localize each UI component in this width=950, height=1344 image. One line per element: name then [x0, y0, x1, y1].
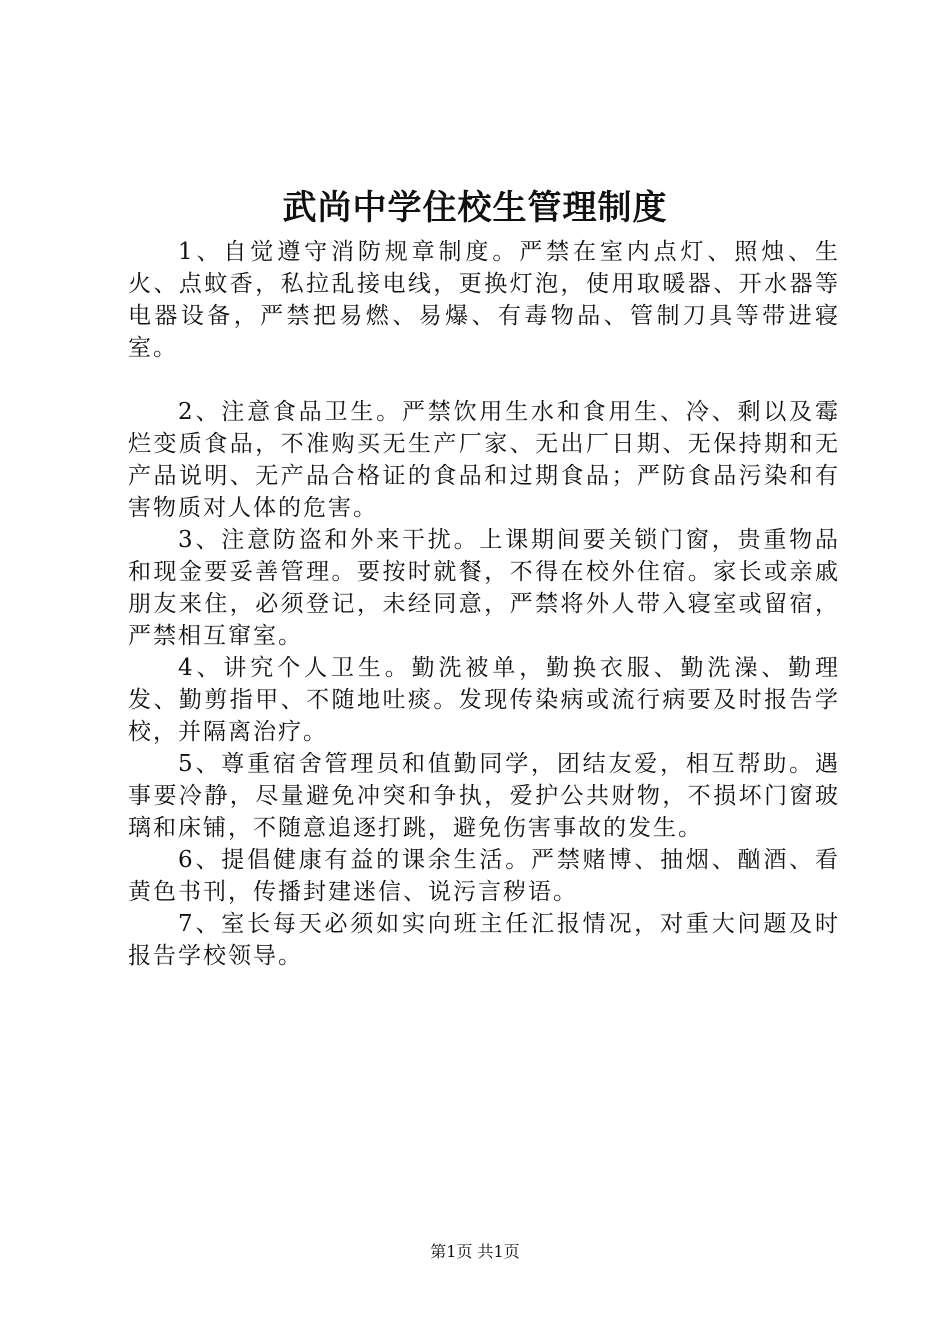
paragraph-dorm-leader: 7、室长每天必须如实向班主任汇报情况，对重大问题及时报告学校领导。 [128, 911, 840, 969]
paragraph-personal-hygiene: 4、讲究个人卫生。勤洗被单，勤换衣服、勤洗澡、勤理发、勤剪指甲、不随地吐痰。发现传染病或流行病要及时报告学校，并隔离治疗。 [128, 655, 840, 745]
page-footer: 第1页 共1页 [430, 1242, 520, 1261]
paragraph-healthy-life: 6、提倡健康有益的课余生活。严禁赌博、抽烟、酗酒、看黄色书刊，传播封建迷信、说污言秽语。 [128, 847, 840, 905]
paragraph-respect-staff: 5、尊重宿舍管理员和值勤同学，团结友爱，相互帮助。遇事要冷静，尽量避免冲突和争执，爱护公共财物，不损坏门窗玻璃和床铺，不随意追逐打跳，避免伤害事故的发生。 [128, 751, 840, 841]
paragraph-fire-safety: 1、自觉遵守消防规章制度。严禁在室内点灯、照烛、生火、点蚊香，私拉乱接电线，更换灯泡，使用取暖器、开水器等电器设备，严禁把易燃、易爆、有毒物品、管制刀具等带进寝室。 [128, 239, 840, 361]
paragraph-food-hygiene: 2、注意食品卫生。严禁饮用生水和食用生、冷、剩以及霉烂变质食品，不准购买无生产厂家、无出厂日期、无保持期和无产品说明、无产品合格证的食品和过期食品；严防食品污染和有害物质对人体的危害。 [128, 399, 840, 521]
paragraph-theft-prevention: 3、注意防盗和外来干扰。上课期间要关锁门窗，贵重物品和现金要妥善管理。要按时就餐，不得在校外住宿。家长或亲戚朋友来住，必须登记，未经同意，严禁将外人带入寝室或留宿，严禁相互窜室。 [128, 527, 840, 649]
document-title: 武尚中学住校生管理制度 [282, 188, 668, 228]
document-body [128, 236, 840, 972]
